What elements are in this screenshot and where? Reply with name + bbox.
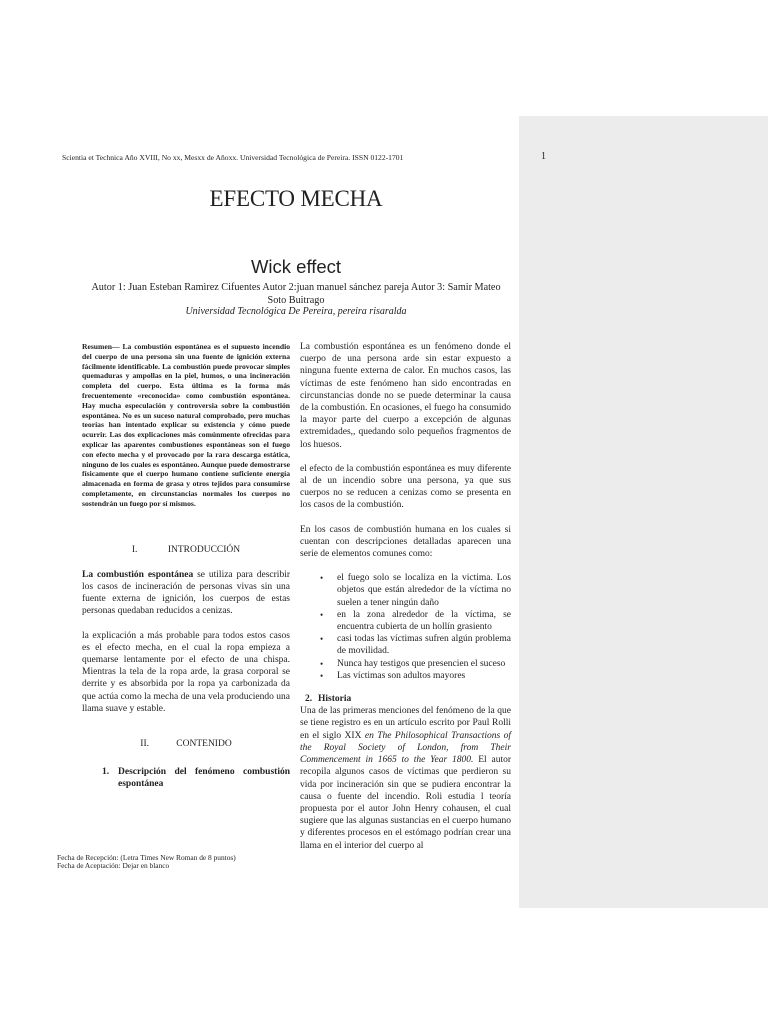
paper-subtitle: Wick effect <box>250 256 342 277</box>
subsection-title: Historia <box>318 694 352 705</box>
comment-margin-panel <box>519 116 768 908</box>
section-number: II. <box>140 738 149 749</box>
list-item: • casi todas las víctimas sufren algún problema de movilidad. <box>337 633 511 657</box>
paper-title: EFECTO MECHA <box>209 186 383 211</box>
intro-lead-term: La combustión espontánea <box>82 569 194 580</box>
left-column <box>82 342 290 791</box>
footer-dates <box>57 854 236 871</box>
section-heading-introduccion <box>82 544 290 556</box>
historia-text-2: El autor recopila algunos casos de víctimas que perdieron su vida por incineración sin que se pudiera encontrar la causa o fuente del incendio. Roli estudia l teoría propuesta por el autor John Henry cohausen, el cual sugiere que las algunas sustancias en el cuerpo humano y diferentes procesos en el estómago podrían crear una llama en el interior del cuerpo al <box>300 755 511 851</box>
section-title: CONTENIDO <box>176 738 232 749</box>
subsection-heading-descripcion <box>82 766 290 790</box>
historia-citation: en The Philosophical Transactions of the Royal Society of London, from Their Commencement in 1665 to the Year 1800. <box>300 730 511 766</box>
intro-paragraph-1 <box>82 569 290 618</box>
section-heading-contenido <box>82 738 290 750</box>
intro-paragraph-1-text: se utiliza para describir los casos de incineración de personas vivas sin una fuente externa de ignición, los cuerpos de estas personas quedaban reducidos a cenizas. <box>82 569 290 617</box>
list-item: • el fuego solo se localiza en la victima. Los objetos que están alrededor de la víctima no suelen a tener ningún daño <box>337 572 511 609</box>
historia-paragraph <box>300 705 511 851</box>
section-title: INTRODUCCIÓN <box>167 544 241 555</box>
page-number: 1 <box>541 151 546 162</box>
intro-paragraph-2: la explicación a más probable para todos estos casos es el efecto mecha, en el cual la ropa empieza a quemarse lentamente por el efecto de una chispa. Mientras la tela de la ropa arde, la grasa corporal se derrite y es absorbida por la ropa ya carbonizada da que actúa como la mecha de una vela produciendo una llama suave y estable. <box>82 630 290 714</box>
subsection-number: 1. <box>102 767 110 778</box>
list-item: • Las víctimas son adultos mayores <box>337 670 511 682</box>
authors: Autor 1: Juan Esteban Ramìrez Cifuentes Autor 2:juan manuel sánchez pareja Autor 3: Samir Mateo Soto Buitrago <box>91 282 501 307</box>
common-elements-list <box>300 572 511 682</box>
subsection-title: Descripción del fenómeno combustión espontánea <box>118 767 290 790</box>
body-paragraph-2: el efecto de la combustión espontánea es muy diferente al de un incendio sobre una persona, ya que sus cuerpos no se reducen a cenizas como se presenta en los casos de la combustión. <box>300 463 511 511</box>
journal-header: Scientia et Technica Año XVIII, No xx, Mesxx de Añoxx. Universidad Tecnológica de Pereira. ISSN 0122-1701 <box>62 153 404 162</box>
right-column <box>300 341 511 852</box>
footer-reception-date: Fecha de Recepción: (Letra Times New Roman de 8 puntos) <box>57 853 236 862</box>
body-paragraph-1: La combustión espontánea es un fenómeno donde el cuerpo de una persona arde sin estar expuesto a ninguna fuente externa de calor. En muchos casos, las víctimas de este fenómeno han sido encontradas en circunstancias donde no se puede determinar la causa de la combustión. En ocasiones, el fuego ha consumido la mayor parte del cuerpo a excepción de algunas extremidades,, quedando solo pequeños fragmentos de los huesos. <box>300 342 511 450</box>
subsection-number: 2. <box>305 694 313 705</box>
list-item: • Nunca hay testigos que presencien el suceso <box>337 658 511 670</box>
section-number: I. <box>131 544 138 555</box>
footer-acceptance-date: Fecha de Aceptación: Dejar en blanco <box>57 861 170 871</box>
historia-text-1: Una de las primeras menciones del fenómeno de la que se tiene registro es en un artículo escrito por Paul Rolli en el siglo XIX <box>300 706 511 741</box>
list-item: • en la zona alrededor de la víctima, se encuentra cubierta de un hollín grasiento <box>337 609 511 633</box>
body-paragraph-3: En los casos de combustión humana en los cuales si cuentan con descripciones detalladas aparecen una serie de elementos comunes como: <box>300 524 511 560</box>
abstract: Resumen— La combustión espontánea es el supuesto incendio del cuerpo de una persona sin una fuente de ignición externa fácilmente identificable. La combustión puede provocar simples quemaduras y ampollas en la piel, humos, o una incineración completa del cuerpo. Esta última es la forma más frecuentemente «reconocida» como combustión espontánea. Hay mucha especulación y controversia sobre la combustión espontánea. No es un suceso natural comprobado, pero muchas teorías han intentado explicar su existencia y cómo puede ocurrir. Las dos explicaciones más comúnmente ofrecidas para explicar las aparentes combustiones espontáneas son el fuego con efecto mecha y el provocado por la rara descarga estática, ninguno de los cuales es espontáneo. Aunque puede demostrarse físicamente que el cuerpo humano contiene suficiente energía almacenada en forma de grasa y otros tejidos para consumirse completamente, en circunstancias normales los cuerpos no sostendrán un fuego por sí mismos. <box>82 342 290 508</box>
subsection-heading-historia <box>300 693 511 705</box>
affiliation: Universidad Tecnológica De Pereira, pereira risaralda <box>185 306 407 317</box>
